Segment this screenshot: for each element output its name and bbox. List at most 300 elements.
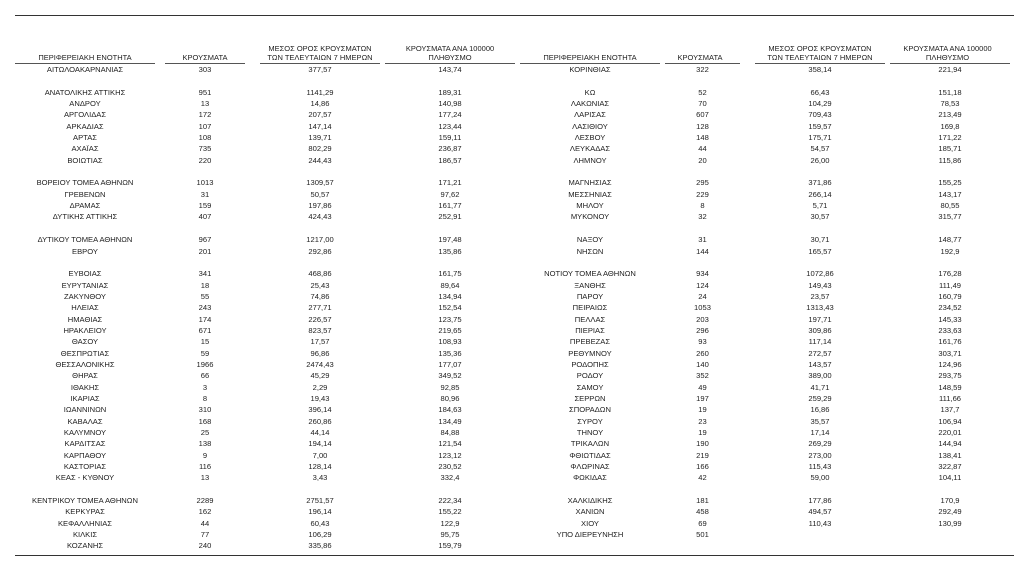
per100k-cell: 189,31 [438,87,462,97]
cases-cell: 229 [696,189,709,199]
cases-cell: 303 [198,65,212,74]
per100k-cell: 213,49 [938,110,962,120]
per100k-cell: 234,52 [938,303,962,313]
region-cell: ΔΡΑΜΑΣ [69,201,101,211]
region-cell: ΝΟΤΙΟΥ ΤΟΜΕΑ ΑΘΗΝΩΝ [544,269,636,279]
cases-cell: 15 [200,337,210,347]
region-cell: ΔΥΤΙΚΗΣ ΑΤΤΙΚΗΣ [52,212,118,222]
per100k-cell: 122,9 [440,518,460,528]
region-cell: ΜΕΣΣΗΝΙΑΣ [568,189,612,199]
header-cases: ΚΡΟΥΣΜΑΤΑ [677,53,723,62]
avg7-cell: 196,14 [308,507,332,517]
region-cell: ΤΗΝΟΥ [576,428,604,437]
header-region: ΠΕΡΙΦΕΡΕΙΑΚΗ ΕΝΟΤΗΤΑ [543,53,637,62]
region-cell: ΠΡΕΒΕΖΑΣ [569,337,611,347]
region-cell: ΘΗΡΑΣ [72,371,98,381]
per100k-cell: 89,64 [440,280,460,290]
per100k-cell: 192,9 [940,246,960,256]
region-cell: ΓΡΕΒΕΝΩΝ [64,189,106,199]
per100k-cell: 169,8 [940,121,960,131]
per100k-cell: 144,94 [938,439,962,449]
avg7-cell: 7,00 [312,450,328,460]
per100k-cell: 170,9 [940,496,960,506]
per100k-cell: 134,94 [438,291,462,301]
per100k-cell: 293,75 [938,371,962,381]
cases-cell: 159 [198,201,212,211]
region-cell: ΚΕΝΤΡΙΚΟΥ ΤΟΜΕΑ ΑΘΗΝΩΝ [32,496,138,506]
cases-cell: 44 [698,144,707,154]
per100k-cell: 230,52 [438,462,462,472]
cases-cell: 2289 [196,496,214,506]
cases-cell: 24 [698,291,707,301]
region-cell: ΚΕΑΣ - ΚΥΘΝΟΥ [55,473,115,483]
region-cell: ΑΝΔΡΟΥ [69,99,101,109]
cases-cell: 107 [198,121,212,131]
cases-cell: 138 [198,439,212,449]
avg7-cell: 30,57 [810,212,830,222]
region-cell: ΜΑΓΝΗΣΙΑΣ [568,178,612,188]
region-cell: ΑΡΤΑΣ [73,133,97,143]
per100k-cell: 171,22 [938,133,962,143]
avg7-cell: 309,86 [808,325,832,335]
avg7-cell: 3,43 [312,473,328,483]
avg7-cell: 16,86 [810,405,830,415]
avg7-cell: 17,14 [810,428,830,437]
per100k-cell: 135,36 [438,348,462,358]
cases-cell: 128 [696,121,709,131]
region-cell: ΠΑΡΟΥ [576,291,604,301]
per100k-cell: 148,77 [938,235,962,245]
avg7-cell: 128,14 [308,462,332,472]
region-cell: ΥΠΟ ΔΙΕΡΕΥΝΗΣΗ [556,530,624,540]
header-avg7: ΜΕΣΟΣ ΟΡΟΣ ΚΡΟΥΣΜΑΤΩΝ ΤΩΝ ΤΕΛΕΥΤΑΙΩΝ 7 ΗΜΕΡΩΝ [767,44,873,62]
cases-cell: 341 [198,269,212,279]
cases-cell: 181 [696,496,709,506]
region-cell: ΚΕΡΚΥΡΑΣ [65,507,105,517]
header-region: ΠΕΡΙΦΕΡΕΙΑΚΗ ΕΝΟΤΗΤΑ [38,53,132,62]
avg7-cell: 1313,43 [806,303,834,313]
per100k-cell: 177,07 [438,359,462,369]
per100k-cell: 219,65 [438,325,462,335]
per100k-cell: 145,33 [938,314,962,324]
region-cell: ΠΕΙΡΑΙΩΣ [572,303,608,313]
cases-cell: 18 [200,280,210,290]
cases-cell: 671 [198,325,212,335]
per100k-cell: 176,28 [938,269,962,279]
cases-cell: 1013 [196,178,214,188]
per100k-cell: 322,87 [938,462,962,472]
avg7-cell: 802,29 [308,144,332,154]
cases-cell: 197 [696,393,709,403]
per100k-cell: 332,4 [440,473,460,483]
avg7-cell: 424,43 [308,212,332,222]
avg7-cell: 165,57 [808,246,832,256]
per100k-cell: 159,11 [438,133,462,143]
per100k-cell: 220,01 [938,428,962,437]
avg7-cell: 272,57 [808,348,832,358]
region-cell: ΙΩΑΝΝΙΝΩΝ [63,405,107,415]
region-cell: ΑΝΑΤΟΛΙΚΗΣ ΑΤΤΙΚΗΣ [44,87,126,97]
cases-cell: 3 [202,382,208,392]
avg7-cell: 259,29 [808,393,832,403]
region-cell: ΚΑΣΤΟΡΙΑΣ [63,462,107,472]
cases-cell: 20 [698,155,707,165]
avg7-cell: 50,57 [310,189,330,199]
cases-cell: 735 [198,144,212,154]
avg7-cell: 273,00 [808,450,832,460]
avg7-cell: 74,86 [310,291,330,301]
cases-cell: 1966 [196,359,214,369]
region-cell: ΘΕΣΠΡΩΤΙΑΣ [60,348,110,358]
avg7-cell: 96,86 [310,348,330,358]
per100k-cell: 197,48 [438,235,462,245]
per100k-cell: 152,54 [438,303,462,313]
cases-cell: 42 [698,473,707,483]
per100k-cell: 108,93 [438,337,462,347]
cases-cell: 69 [698,518,707,528]
cases-cell: 352 [696,371,709,381]
header-avg7: ΜΕΣΟΣ ΟΡΟΣ ΚΡΟΥΣΜΑΤΩΝ ΤΩΝ ΤΕΛΕΥΤΑΙΩΝ 7 ΗΜΕΡΩΝ [267,44,373,62]
avg7-cell: 115,43 [808,462,832,472]
header-cases: ΚΡΟΥΣΜΑΤΑ [182,53,228,62]
avg7-cell: 197,86 [308,201,332,211]
top-rule [15,15,1014,16]
per100k-cell: 123,12 [438,450,462,460]
region-cell: ΖΑΚΥΝΘΟΥ [64,291,106,301]
per100k-cell: 236,87 [438,144,462,154]
cases-cell: 322 [696,65,709,74]
region-cell: ΗΜΑΘΙΑΣ [67,314,103,324]
avg7-cell: 30,71 [810,235,830,245]
avg7-cell: 377,57 [308,65,332,74]
per100k-cell: 104,11 [938,473,962,483]
region-cell: ΕΥΡΥΤΑΝΙΑΣ [61,280,109,290]
region-cell: ΚΟΖΑΝΗΣ [66,541,104,551]
avg7-cell: 292,86 [308,246,332,256]
avg7-cell: 396,14 [308,405,332,415]
region-cell: ΑΡΚΑΔΙΑΣ [66,121,104,131]
avg7-cell: 371,86 [808,178,832,188]
avg7-cell: 17,57 [310,337,330,347]
per100k-cell: 171,21 [438,178,462,188]
region-cell: ΦΘΙΩΤΙΔΑΣ [569,450,611,460]
avg7-cell: 104,29 [808,99,832,109]
region-cell: ΤΡΙΚΑΛΩΝ [570,439,610,449]
cases-cell: 458 [696,507,709,517]
cases-cell: 124 [696,280,709,290]
per100k-cell: 135,86 [438,246,462,256]
region-cell: ΧΑΛΚΙΔΙΚΗΣ [567,496,613,506]
per100k-cell: 78,53 [940,99,960,109]
region-cell: ΦΛΩΡΙΝΑΣ [570,462,610,472]
region-cell: ΛΑΣΙΘΙΟΥ [572,121,608,131]
cases-cell: 70 [698,99,707,109]
region-cell: ΝΗΣΩΝ [576,246,604,256]
per100k-cell: 123,75 [438,314,462,324]
region-cell: ΕΒΡΟΥ [72,246,98,256]
per100k-cell: 115,86 [938,155,962,165]
region-cell: ΠΙΕΡΙΑΣ [575,325,605,335]
cases-cell: 23 [698,416,707,426]
bottom-rule [15,555,1014,556]
per100k-cell: 221,94 [938,65,962,74]
cases-cell: 190 [696,439,709,449]
per100k-cell: 315,77 [938,212,962,222]
avg7-cell: 389,00 [808,371,832,381]
avg7-cell: 823,57 [308,325,332,335]
header-per100k: ΚΡΟΥΣΜΑΤΑ ΑΝΑ 100000 ΠΛΗΘΥΣΜΟ [405,44,495,62]
per100k-cell: 106,94 [938,416,962,426]
region-cell: ΚΩ [584,87,596,97]
region-cell: ΕΥΒΟΙΑΣ [68,269,102,279]
per100k-cell: 349,52 [438,371,462,381]
avg7-cell: 149,43 [808,280,832,290]
per100k-cell: 161,75 [438,269,462,279]
region-cell: ΑΧΑΪΑΣ [71,144,99,154]
avg7-cell: 2474,43 [306,359,334,369]
cases-cell: 93 [698,337,707,347]
region-cell: ΣΠΟΡΑΔΩΝ [569,405,611,415]
avg7-cell: 1072,86 [806,269,834,279]
cases-cell: 296 [696,325,709,335]
cases-cell: 144 [696,246,709,256]
avg7-cell: 277,71 [308,303,332,313]
cases-cell: 1053 [694,303,711,313]
avg7-cell: 19,43 [310,393,330,403]
cases-cell: 77 [200,530,210,540]
avg7-cell: 266,14 [808,189,832,199]
per100k-cell: 123,44 [438,121,462,131]
avg7-cell: 59,00 [810,473,830,483]
per100k-cell: 161,77 [438,201,462,211]
region-cell: ΒΟΡΕΙΟΥ ΤΟΜΕΑ ΑΘΗΝΩΝ [36,178,134,188]
avg7-cell: 177,86 [808,496,832,506]
avg7-cell: 1309,57 [306,178,334,188]
cases-cell: 607 [696,110,709,120]
region-cell: ΞΑΝΘΗΣ [574,280,606,290]
cases-cell: 967 [198,235,212,245]
avg7-cell: 110,43 [808,518,832,528]
cases-cell: 32 [698,212,707,222]
cases-cell: 59 [200,348,210,358]
header-per100k: ΚΡΟΥΣΜΑΤΑ ΑΝΑ 100000 ΠΛΗΘΥΣΜΟ [903,44,992,62]
region-cell: ΦΩΚΙΔΑΣ [573,473,607,483]
avg7-cell: 60,43 [310,518,330,528]
region-cell: ΚΟΡΙΝΘΙΑΣ [569,65,611,74]
region-cell: ΛΕΥΚΑΔΑΣ [569,144,611,154]
cases-cell: 203 [696,314,709,324]
per100k-cell: 111,66 [938,393,962,403]
per100k-cell: 111,49 [938,280,962,290]
cases-cell: 934 [696,269,709,279]
region-cell: ΘΑΣΟΥ [71,337,99,347]
per100k-cell: 185,71 [938,144,962,154]
avg7-cell: 335,86 [308,541,332,551]
avg7-cell: 54,57 [810,144,830,154]
avg7-cell: 226,57 [308,314,332,324]
avg7-cell: 194,14 [308,439,332,449]
region-cell: ΡΕΘΥΜΝΟΥ [568,348,612,358]
avg7-cell: 14,86 [310,99,330,109]
per100k-cell: 80,96 [440,393,460,403]
per100k-cell: 292,49 [938,507,962,517]
cases-cell: 108 [198,133,212,143]
per100k-cell: 95,75 [440,530,460,540]
per100k-cell: 143,17 [938,189,962,199]
region-cell: ΑΙΤΩΛΟΑΚΑΡΝΑΝΙΑΣ [46,65,124,74]
per100k-cell: 80,55 [940,201,960,211]
per100k-cell: 137,7 [940,405,960,415]
per100k-cell: 184,63 [438,405,462,415]
cases-cell: 148 [696,133,709,143]
region-cell: ΚΙΛΚΙΣ [72,530,98,540]
avg7-cell: 26,00 [810,155,830,165]
per100k-cell: 148,59 [938,382,962,392]
avg7-cell: 147,14 [308,121,332,131]
cases-cell: 295 [696,178,709,188]
per100k-cell: 161,76 [938,337,962,347]
cases-cell: 166 [696,462,709,472]
avg7-cell: 358,14 [808,65,832,74]
cases-cell: 13 [200,99,210,109]
cases-cell: 220 [198,155,212,165]
cases-cell: 219 [696,450,709,460]
cases-cell: 240 [198,541,212,551]
cases-cell: 951 [198,87,212,97]
region-cell: ΑΡΓΟΛΙΔΑΣ [63,110,107,120]
per100k-cell: 303,71 [938,348,962,358]
region-cell: ΛΑΚΩΝΙΑΣ [570,99,610,109]
per100k-cell: 124,96 [938,359,962,369]
per100k-cell: 84,88 [440,428,460,437]
per100k-cell: 186,57 [438,155,462,165]
avg7-cell: 117,14 [808,337,832,347]
avg7-cell: 175,71 [808,133,832,143]
avg7-cell: 25,43 [310,280,330,290]
avg7-cell: 106,29 [308,530,332,540]
cases-cell: 310 [198,405,212,415]
cases-cell: 172 [198,110,212,120]
region-cell: ΒΟΙΩΤΙΑΣ [67,155,103,165]
region-cell: ΣΑΜΟΥ [576,382,604,392]
cases-cell: 243 [198,303,212,313]
cases-cell: 501 [696,530,709,540]
cases-cell: 13 [200,473,210,483]
region-cell: ΡΟΔΟΠΗΣ [571,359,609,369]
region-cell: ΘΕΣΣΑΛΟΝΙΚΗΣ [55,359,115,369]
per100k-cell: 252,91 [438,212,462,222]
per100k-cell: 138,41 [938,450,962,460]
cases-cell: 55 [200,291,210,301]
per100k-cell: 159,79 [438,541,462,551]
per100k-cell: 92,85 [440,382,460,392]
region-cell: ΚΕΦΑΛΛΗΝΙΑΣ [57,518,113,528]
avg7-cell: 1217,00 [306,235,334,245]
region-cell: ΛΑΡΙΣΑΣ [574,110,606,120]
avg7-cell: 2,29 [312,382,328,392]
region-cell: ΠΕΛΛΑΣ [574,314,606,324]
cases-cell: 201 [198,246,212,256]
region-cell: ΙΘΑΚΗΣ [70,382,100,392]
region-cell: ΡΟΔΟΥ [576,371,604,381]
avg7-cell: 197,71 [808,314,832,324]
cases-cell: 31 [200,189,210,199]
cases-cell: 49 [698,382,707,392]
region-cell: ΛΕΣΒΟΥ [574,133,606,143]
avg7-cell: 35,57 [810,416,830,426]
region-cell: ΣΥΡΟΥ [577,416,603,426]
region-cell: ΜΗΛΟΥ [576,201,604,211]
cases-cell: 174 [198,314,212,324]
region-cell: ΣΕΡΡΩΝ [574,393,606,403]
per100k-cell: 177,24 [438,110,462,120]
cases-cell: 25 [200,428,210,437]
region-cell: ΝΑΞΟΥ [576,235,604,245]
region-cell: ΚΑΡΔΙΤΣΑΣ [64,439,106,449]
per100k-cell: 121,54 [438,439,462,449]
region-cell: ΚΑΒΑΛΑΣ [67,416,103,426]
per100k-cell: 140,98 [438,99,462,109]
avg7-cell: 260,86 [308,416,332,426]
avg7-cell: 494,57 [808,507,832,517]
avg7-cell: 159,57 [808,121,832,131]
region-cell: ΧΙΟΥ [581,518,599,528]
avg7-cell: 2751,57 [306,496,334,506]
region-cell: ΛΗΜΝΟΥ [573,155,607,165]
avg7-cell: 709,43 [808,110,832,120]
avg7-cell: 5,71 [812,201,828,211]
region-cell: ΔΥΤΙΚΟΥ ΤΟΜΕΑ ΑΘΗΝΩΝ [37,235,133,245]
cases-cell: 31 [698,235,707,245]
per100k-cell: 143,74 [438,65,462,74]
per100k-cell: 97,62 [440,189,460,199]
cases-cell: 8 [700,201,705,211]
avg7-cell: 66,43 [810,87,830,97]
cases-cell: 260 [696,348,709,358]
region-cell: ΗΛΕΙΑΣ [71,303,99,313]
cases-cell: 19 [698,405,707,415]
avg7-cell: 269,29 [808,439,832,449]
avg7-cell: 207,57 [308,110,332,120]
per100k-cell: 233,63 [938,325,962,335]
region-cell: ΚΑΡΠΑΘΟΥ [63,450,107,460]
cases-cell: 8 [202,393,208,403]
cases-cell: 140 [696,359,709,369]
avg7-cell: 23,57 [810,291,830,301]
avg7-cell: 143,57 [808,359,832,369]
cases-cell: 52 [698,87,707,97]
cases-cell: 162 [198,507,212,517]
cases-cell: 116 [198,462,212,472]
per100k-cell: 160,79 [938,291,962,301]
avg7-cell: 45,29 [310,371,330,381]
region-cell: ΚΑΛΥΜΝΟΥ [63,428,107,437]
cases-cell: 66 [200,371,210,381]
cases-cell: 44 [200,518,210,528]
avg7-cell: 244,43 [308,155,332,165]
cases-cell: 9 [202,450,208,460]
avg7-cell: 41,71 [810,382,830,392]
avg7-cell: 44,14 [310,428,330,437]
region-cell: ΜΥΚΟΝΟΥ [570,212,610,222]
avg7-cell: 468,86 [308,269,332,279]
region-cell: ΗΡΑΚΛΕΙΟΥ [63,325,107,335]
per100k-cell: 130,99 [938,518,962,528]
cases-cell: 168 [198,416,212,426]
region-cell: ΙΚΑΡΙΑΣ [70,393,100,403]
avg7-cell: 139,71 [308,133,332,143]
avg7-cell: 1141,29 [306,87,334,97]
